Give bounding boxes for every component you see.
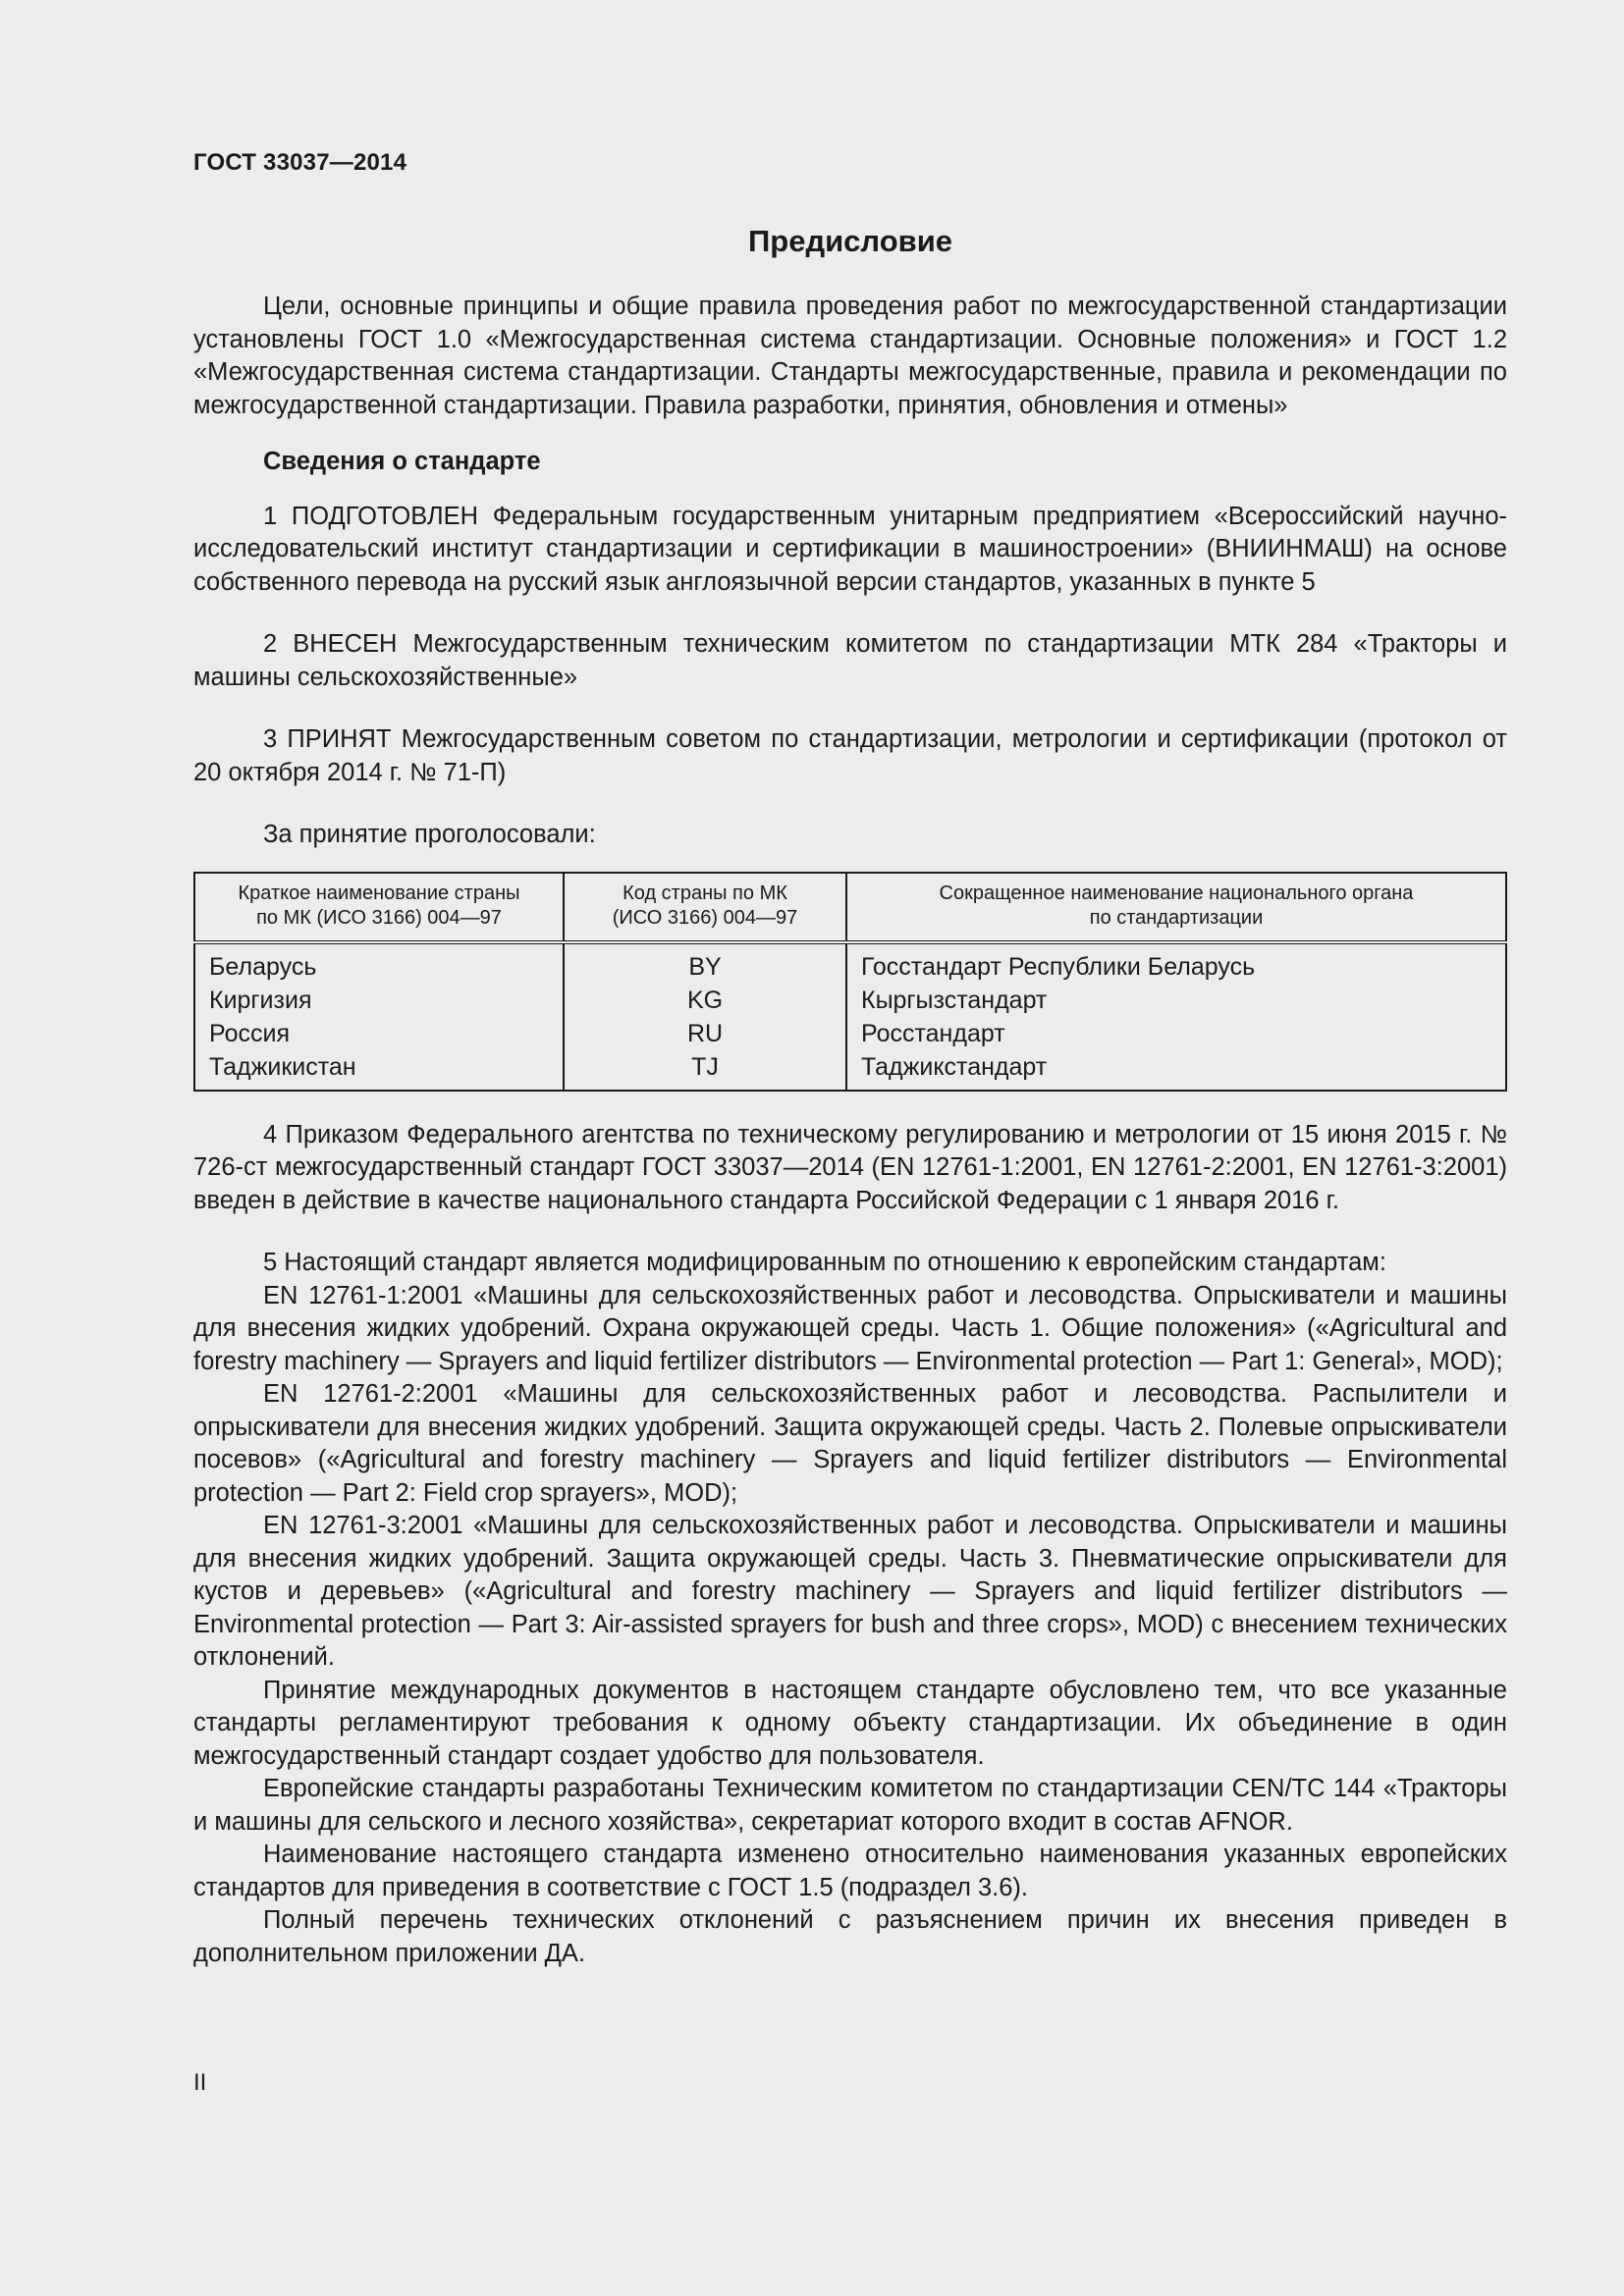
national-body-cell: Госстандарт Республики Беларусь	[846, 942, 1506, 984]
header-national-body	[846, 873, 1506, 942]
header-country-name-line1: Краткое наименование страны	[238, 881, 520, 904]
national-body-cell: Таджикстандарт	[846, 1050, 1506, 1091]
vote-table	[193, 872, 1507, 1092]
item-2-paragraph: 2 ВНЕСЕН Межгосударственным техническим комитетом по стандартизации МТК 284 «Тракторы и машины сельскохозяйственные»	[193, 630, 1507, 691]
vote-label: За принятие проголосовали:	[263, 821, 596, 848]
national-body-cell: Росстандарт	[846, 1017, 1506, 1050]
header-country-name	[194, 873, 564, 942]
country-code-cell: KG	[564, 984, 846, 1017]
country-code-cell: BY	[564, 942, 846, 984]
header-country-code-line1: Код страны по МК	[623, 881, 787, 904]
table-row	[194, 984, 1506, 1017]
header-country-name-line2: по МК (ИСО 3166) 004—97	[256, 906, 502, 929]
country-code-cell: RU	[564, 1017, 846, 1050]
country-code-cell: TJ	[564, 1050, 846, 1091]
country-name-cell: Таджикистан	[209, 1052, 356, 1081]
country-name-cell: Россия	[209, 1019, 290, 1047]
header-country-code-line2: (ИСО 3166) 004—97	[612, 906, 798, 929]
vote-table-header-row	[194, 873, 1506, 942]
table-row	[194, 1017, 1506, 1050]
document-code: ГОСТ 33037—2014	[193, 149, 407, 176]
item-3-paragraph: 3 ПРИНЯТ Межгосударственным советом по стандартизации, метрологии и сертификации (протокол от 20 октября 2014 г. № 71-П)	[193, 725, 1507, 786]
national-body-cell: Кыргызстандарт	[846, 984, 1506, 1017]
country-name-cell: Беларусь	[209, 952, 317, 981]
item-5-name-change: Наименование настоящего стандарта изменено относительно наименования указанных европейских стандартов для приведения в соответствие с ГОСТ 1.5 (подраздел 3.6).	[193, 1841, 1507, 1901]
header-country-code	[564, 873, 846, 942]
item-1-paragraph: 1 ПОДГОТОВЛЕН Федеральным государственным унитарным предприятием «Всероссийский научно-исследовательский институт стандартизации и сертификации в машиностроении» (ВНИИНМАШ) на основе собственного перевода на русский язык англоязычной версии стандартов, указанных в пункте 5	[193, 502, 1507, 596]
intro-paragraph: Цели, основные принципы и общие правила проведения работ по межгосударственной стандартизации установлены ГОСТ 1.0 «Межгосударственная система стандартизации. Основные положения» и ГОСТ 1.2 «Межгосударственная система стандартизации. Стандарты межгосударственные, правила и рекомендации по межгосударственной стандартизации. Правила разработки, принятия, обновления и отмены»	[193, 293, 1507, 419]
item-5-intro: 5 Настоящий стандарт является модифицированным по отношению к европейским стандартам:	[263, 1249, 1386, 1276]
header-national-body-line1: Сокращенное наименование национального органа	[939, 881, 1414, 904]
country-name-cell: Киргизия	[209, 986, 312, 1014]
item-5-adoption-reason: Принятие международных документов в настоящем стандарте обусловлено тем, что все указанные стандарты регламентируют требования к одному объекту стандартизации. Их объединение в один межгосударственный стандарт создает удобство для пользователя.	[193, 1676, 1507, 1770]
header-national-body-line2: по стандартизации	[1089, 906, 1264, 929]
foreword-content	[193, 222, 1507, 1970]
info-heading: Сведения о стандарте	[263, 448, 541, 475]
table-row	[194, 1050, 1506, 1091]
table-row	[194, 942, 1506, 984]
item-5-en-12761-1: EN 12761-1:2001 «Машины для сельскохозяйственных работ и лесоводства. Опрыскиватели и машины для внесения жидких удобрений. Охрана окружающей среды. Часть 1. Общие положения» («Agricultural and forestry machinery — Sprayers and liquid fertilizer distributors — Environmental protection — Part 1: General», MOD);	[193, 1281, 1507, 1375]
item-5-en-12761-2: EN 12761-2:2001 «Машины для сельскохозяйственных работ и лесоводства. Распылители и опрыскиватели для внесения жидких удобрений. Защита окружающей среды. Часть 2. Полевые опрыскиватели посевов» («Agricultural and forestry machinery — Sprayers and liquid fertilizer distributors — Environmental protection — Part 2: Field crop sprayers», MOD);	[193, 1380, 1507, 1507]
item-5-cen-tc: Европейские стандарты разработаны Техническим комитетом по стандартизации CEN/TC 144 «Тракторы и машины для сельского и лесного хозяйства», секретариат которого входит в состав AFNOR.	[193, 1775, 1507, 1836]
page-title: Предисловие	[747, 224, 952, 258]
item-5-en-12761-3: EN 12761-3:2001 «Машины для сельскохозяйственных работ и лесоводства. Опрыскиватели и машины для внесения жидких удобрений. Защита окружающей среды. Часть 3. Пневматические опрыскиватели для кустов и деревьев» («Agricultural and forestry machinery — Sprayers and liquid fertilizer distributors — Environmental protection — Part 3: Air-assisted sprayers for bush and three crops», MOD) с внесением технических отклонений.	[193, 1512, 1507, 1671]
page-number: II	[193, 2069, 207, 2096]
item-4-paragraph: 4 Приказом Федерального агентства по техническому регулированию и метрологии от 15 июня 2015 г. № 726-ст межгосударственный стандарт ГОСТ 33037—2014 (EN 12761-1:2001, EN 12761-2:2001, EN 12761-3:2001) введен в действие в качестве национального стандарта Российской Федерации с 1 января 2016 г.	[193, 1120, 1507, 1214]
item-5-deviations: Полный перечень технических отклонений с разъяснением причин их внесения приведен в дополнительном приложении ДА.	[193, 1906, 1507, 1967]
